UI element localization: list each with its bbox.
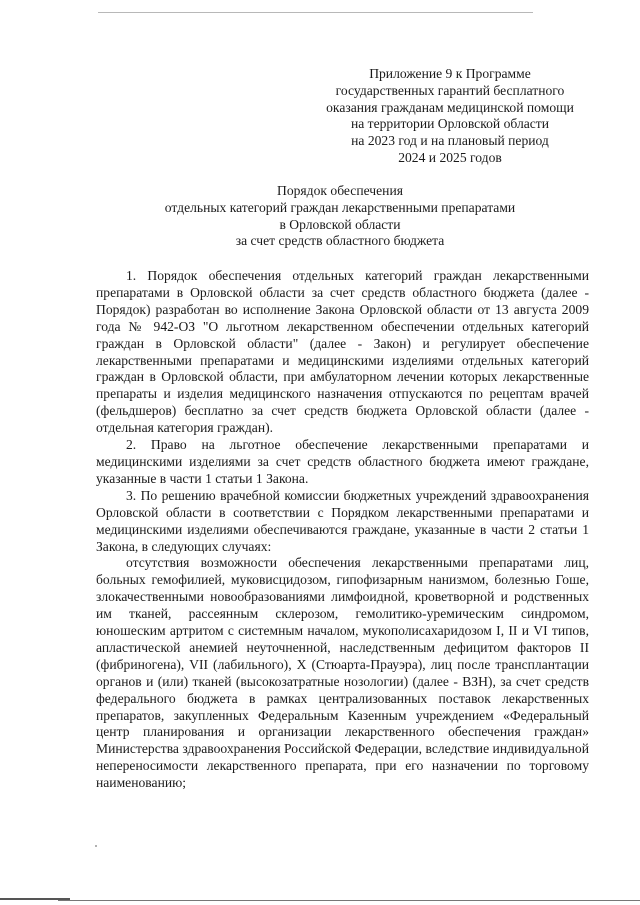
- title-line: за счет средств областного бюджета: [235, 233, 445, 249]
- header-line: на 2023 год и на плановый период: [351, 133, 549, 149]
- scan-speck: [95, 845, 97, 847]
- title-line: в Орловской области: [279, 216, 401, 232]
- header-line: 2024 и 2025 годов: [398, 149, 502, 165]
- document-title: [100, 183, 580, 250]
- appendix-header: [300, 66, 600, 167]
- paragraph-2: 2. Право на льготное обеспечение лекарственными препаратами и медицинскими изделиями за счет средств областного бюджета имеют граждане, указанные в части 1 статьи 1 Закона.: [96, 437, 589, 486]
- header-line: на территории Орловской области: [350, 116, 550, 132]
- paragraph-4: отсутствия возможности обеспечения лекарственными препаратами лиц, больных гемофилией, муковисцидозом, гипофизарным нанизмом, болезнью Гоше, злокачественными новообразованиями лимфоидной, кроветворной и родственных им тканей, рассеянным склерозом, гемолитико-уремическим синдромом, юношеским артритом с системным началом, мукополисахаридозом I, II и VI типов, апластической анемией неуточненной, наследственным дефицитом факторов II (фибриногена), VII (лабильного), X (Стюарта-Прауэра), лиц после трансплантации органов и (или) тканей (высокозатратные нозологии) (далее - ВЗН), за счет средств федерального бюджета в рамках централизованных поставок лекарственных препаратов, закупленных Федеральным Казенным учреждением «Федеральный центр планирования и организации лекарственного обеспечения граждан» Министерства здравоохранения Российской Федерации, вследствие индивидуальной непереносимости лекарственного препарата, при его назначении по торговому наименованию;: [96, 555, 589, 791]
- paragraph-3: 3. По решению врачебной комиссии бюджетных учреждений здравоохранения Орловской области в соответствии с Порядком лекарственными препаратами и медицинскими изделиями обеспечиваются граждане, указанные в части 2 статьи 1 Закона, в следующих случаях:: [96, 487, 589, 554]
- paragraph-1: 1. Порядок обеспечения отдельных категорий граждан лекарственными препаратами в Орловской области за счет средств областного бюджета (далее - Порядок) разработан во исполнение Закона Орловской области от 13 августа 2009 года № 942-ОЗ "О льготном лекарственном обеспечении отдельных категорий граждан в Орловской области" (далее - Закон) и регулирует обеспечение лекарственными препаратами и медицинскими изделиями отдельных категорий граждан в Орловской области, при амбулаторном лечении которых лекарственные препараты и изделия медицинского назначения отпускаются по рецептам врачей (фельдшеров) бесплатно за счет средств бюджета Орловской области (далее - отдельная категория граждан).: [96, 268, 589, 436]
- scan-artifact-line: [98, 12, 533, 13]
- title-line: отдельных категорий граждан лекарственными препаратами: [164, 199, 516, 215]
- header-line: государственных гарантий бесплатного: [335, 82, 565, 98]
- document-body: [96, 268, 589, 792]
- scan-bottom-line: [58, 900, 640, 901]
- header-line: Приложение 9 к Программе: [369, 66, 531, 81]
- header-line: оказания гражданам медицинской помощи: [326, 99, 574, 115]
- title-line: Порядок обеспечения: [277, 183, 403, 198]
